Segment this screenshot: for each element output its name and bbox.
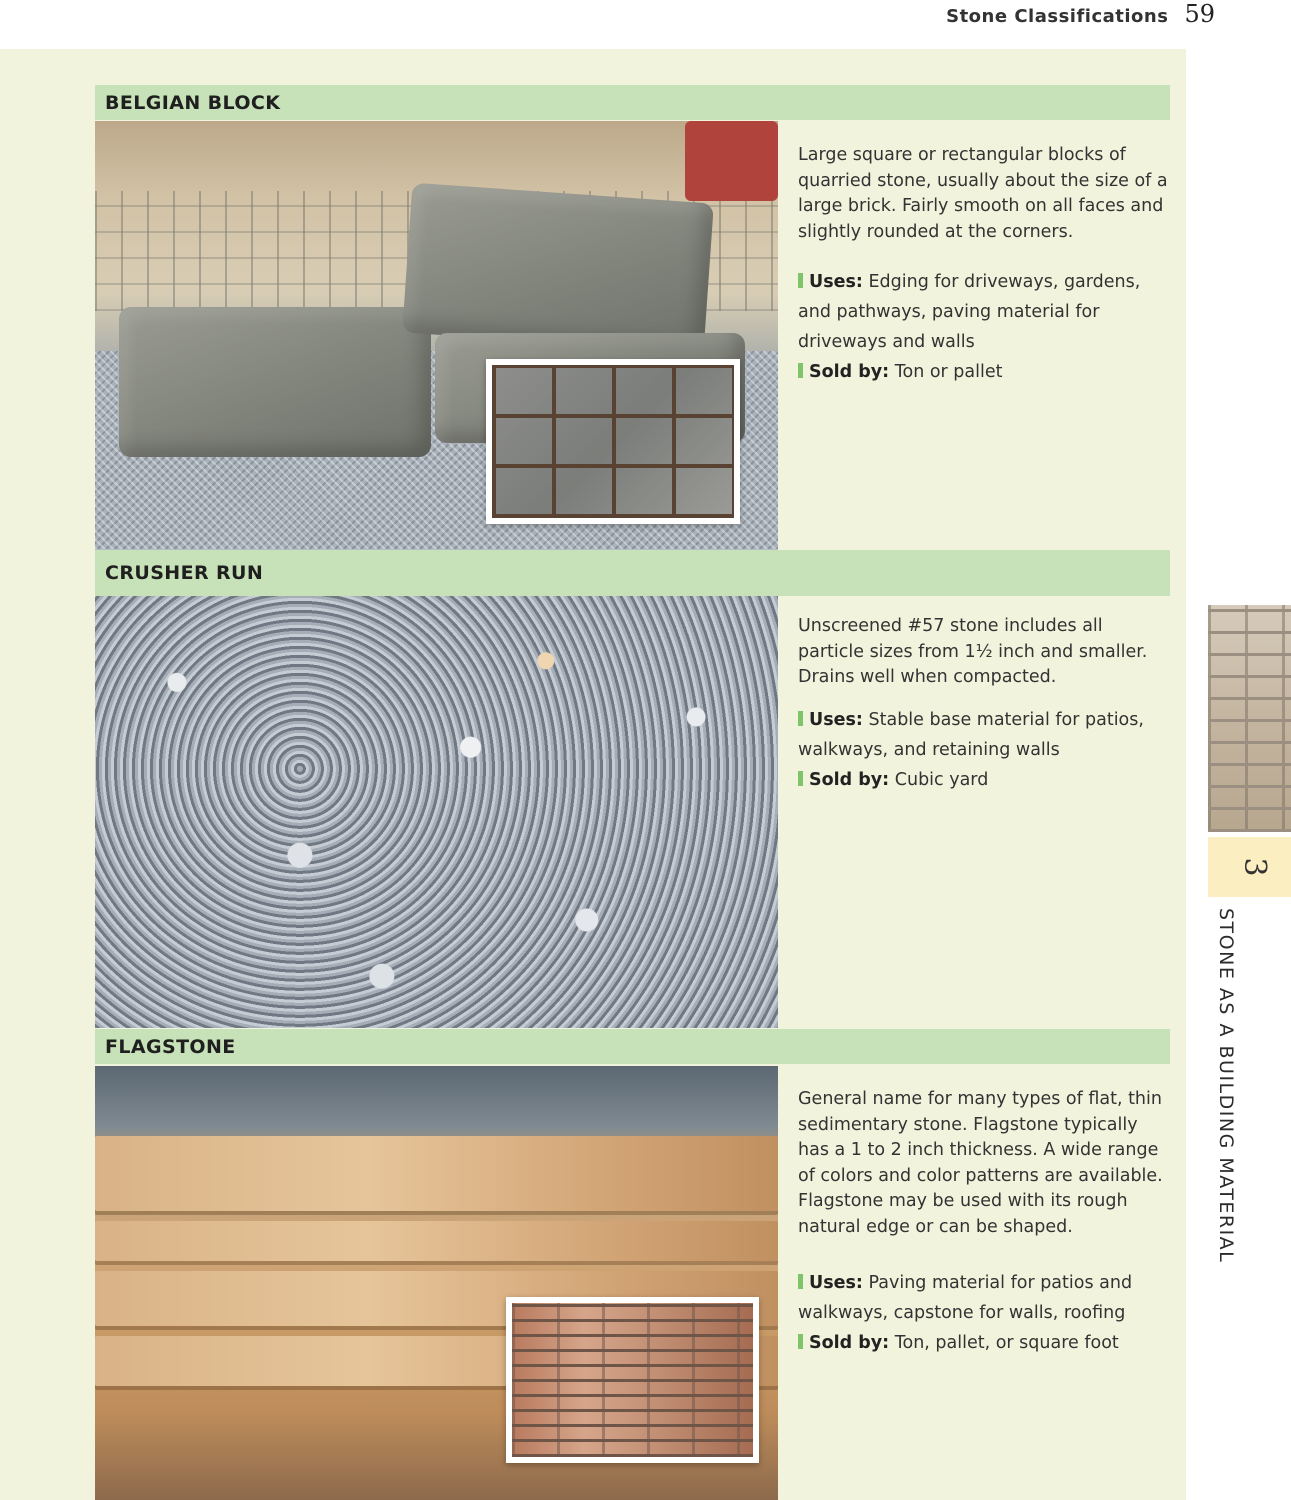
sold-text: Ton or pallet bbox=[894, 362, 1003, 382]
section-description bbox=[798, 614, 1170, 795]
sold-item bbox=[798, 765, 1170, 795]
uses-text: Edging for driveways, gardens, and pathways, paving material for driveways and walls bbox=[798, 272, 1141, 352]
section-description bbox=[798, 1087, 1170, 1358]
sold-item bbox=[798, 1328, 1170, 1358]
section-crusher-run bbox=[95, 550, 1170, 1028]
bullet-marker bbox=[798, 771, 803, 786]
page-number: 59 bbox=[1184, 0, 1215, 28]
belgian-block-photo bbox=[95, 121, 778, 550]
uses-label: Uses: bbox=[809, 1273, 863, 1293]
uses-text: Stable base material for patios, walkways, and retaining walls bbox=[798, 709, 1144, 760]
section-description bbox=[798, 143, 1170, 387]
uses-label: Uses: bbox=[809, 272, 863, 292]
stacked-stone-inset-photo bbox=[506, 1297, 759, 1463]
section-header bbox=[95, 85, 1170, 120]
uses-item bbox=[798, 1268, 1170, 1328]
section-title: CRUSHER RUN bbox=[105, 562, 264, 584]
description-text: Unscreened #57 stone includes all particle sizes from 1½ inch and smaller. Drains well when compacted. bbox=[798, 616, 1148, 687]
uses-text: Paving material for patios and walkways, capstone for walls, roofing bbox=[798, 1273, 1133, 1323]
flagstone-slab bbox=[95, 1136, 778, 1211]
section-title: BELGIAN BLOCK bbox=[105, 91, 281, 114]
machine-shape bbox=[685, 121, 778, 201]
description-text: Large square or rectangular blocks of quarried stone, usually about the size of a large brick. Fairly smooth on all faces and slightly rounded at the corners. bbox=[798, 145, 1168, 242]
section-header bbox=[95, 1029, 1170, 1064]
chapter-title: STONE AS A BUILDING MATERIAL bbox=[1215, 908, 1237, 1264]
sold-label: Sold by: bbox=[809, 769, 890, 790]
chapter-number: 3 bbox=[1237, 857, 1272, 877]
flagstone-photo bbox=[95, 1066, 778, 1500]
bullet-marker bbox=[798, 711, 803, 726]
chapter-tab bbox=[1208, 837, 1291, 897]
flagstone-slab bbox=[95, 1221, 778, 1261]
section-belgian-block bbox=[95, 85, 1170, 550]
description-text: General name for many types of flat, thin sedimentary stone. Flagstone typically has a 1 to 2 inch thickness. A wide range of colors and color patterns are available. Flagstone may be used with its rough natural edge or can be shaped. bbox=[798, 1089, 1163, 1237]
running-head bbox=[946, 0, 1215, 26]
side-stone-photo bbox=[1208, 605, 1291, 832]
uses-item bbox=[798, 267, 1170, 357]
sold-label: Sold by: bbox=[809, 1333, 890, 1353]
section-title: FLAGSTONE bbox=[105, 1035, 236, 1058]
sold-text: Ton, pallet, or square foot bbox=[894, 1333, 1119, 1353]
section-header bbox=[95, 550, 1170, 596]
uses-label: Uses: bbox=[809, 709, 863, 730]
sold-label: Sold by: bbox=[809, 362, 890, 382]
crusher-run-photo bbox=[95, 596, 778, 1028]
cobblestone-inset-photo bbox=[486, 359, 740, 524]
bullet-marker bbox=[798, 1274, 803, 1289]
running-title: Stone Classifications bbox=[946, 6, 1169, 27]
bullet-marker bbox=[798, 363, 803, 378]
sold-item bbox=[798, 357, 1170, 387]
content-panel bbox=[0, 49, 1186, 1500]
stone-block bbox=[402, 183, 714, 354]
section-flagstone bbox=[95, 1029, 1170, 1500]
bullet-marker bbox=[798, 1334, 803, 1349]
stone-block bbox=[119, 307, 431, 457]
bullet-marker bbox=[798, 273, 803, 288]
sold-text: Cubic yard bbox=[894, 769, 989, 790]
uses-item bbox=[798, 705, 1170, 765]
